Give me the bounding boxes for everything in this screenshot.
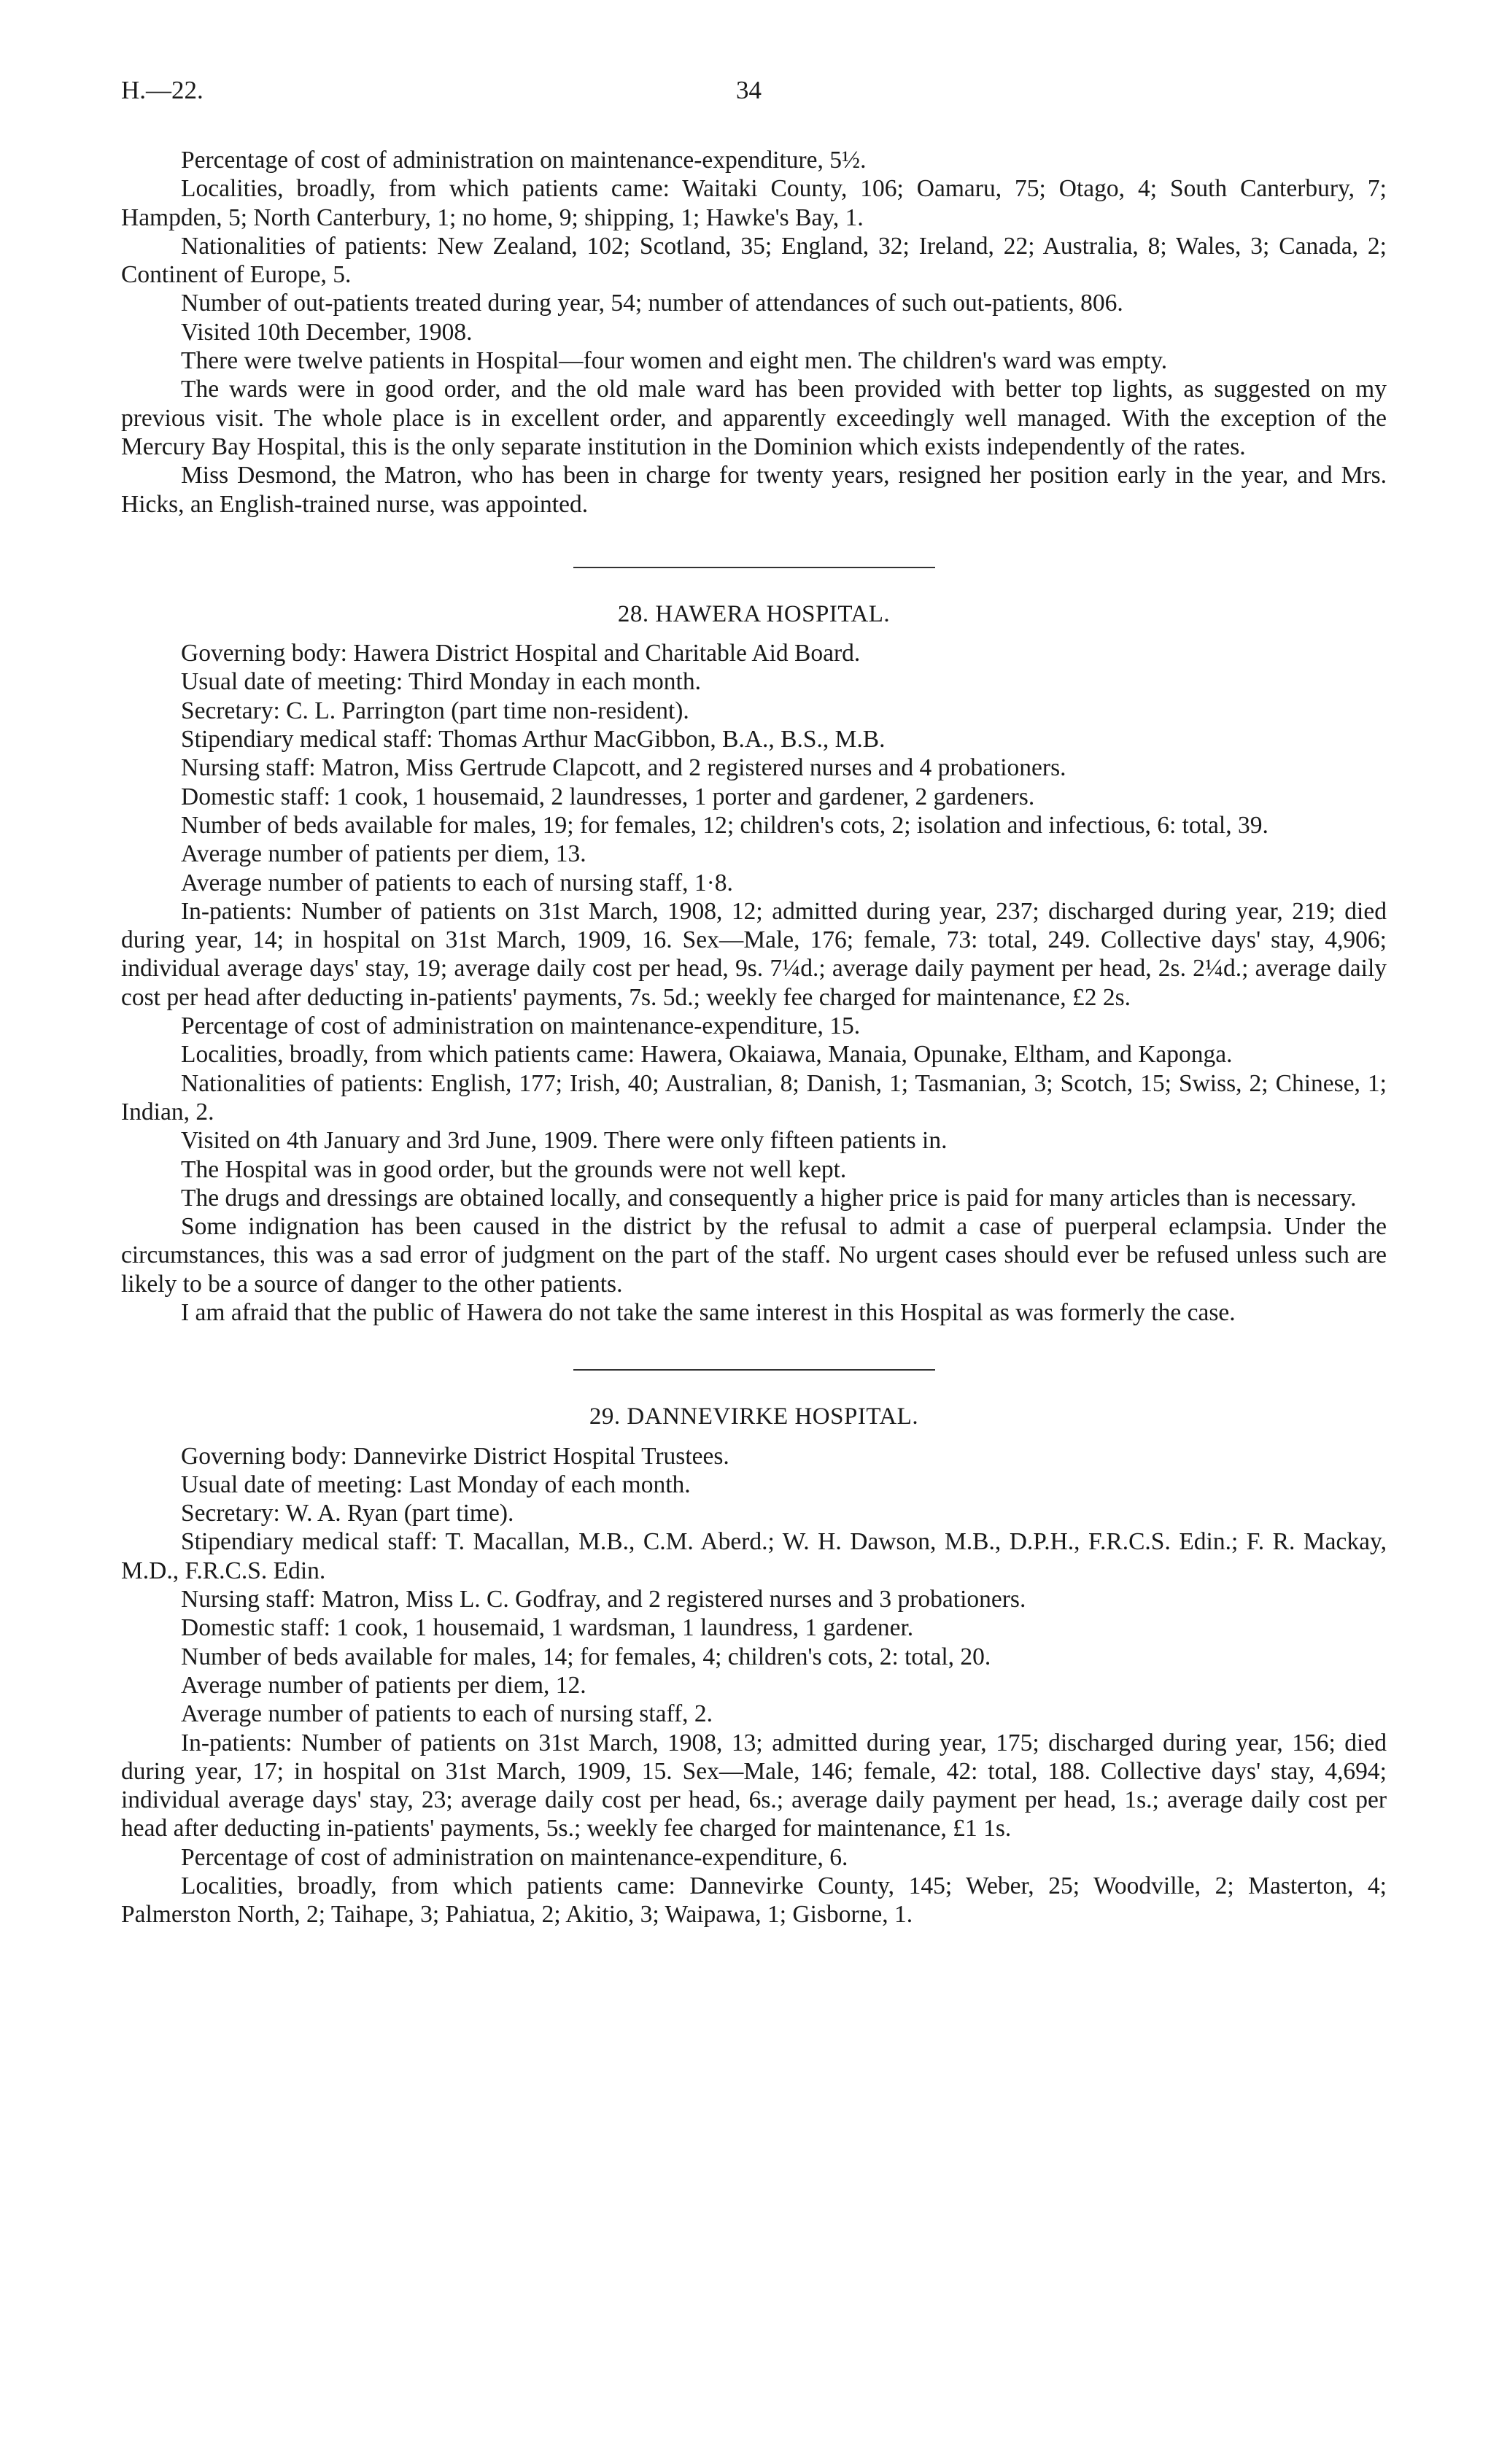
paragraph: Miss Desmond, the Matron, who has been in charge for twenty years, resigned her position early in the year, and Mrs. Hicks, an English-trained nurse, was appointed. [121, 462, 1387, 518]
section-divider [573, 1369, 935, 1371]
document-page [121, 0, 1387, 2464]
paragraph: Localities, broadly, from which patients came: Dannevirke County, 145; Weber, 25; Woodville, 2; Masterton, 4; Palmerston North, 2; Taihape, 3; Pahiatua, 2; Akitio, 3; Waipawa, 1; Gisborne, 1. [121, 1872, 1387, 1929]
paragraph: Stipendiary medical staff: T. Macallan, M.B., C.M. Aberd.; W. H. Dawson, M.B., D.P.H., F.R.C.S. Edin.; F. R. Mackay, M.D., F.R.C.S. Edin. [121, 1528, 1387, 1584]
paragraph: There were twelve patients in Hospital—four women and eight men. The children's ward was empty. [181, 347, 1168, 375]
paragraph: The wards were in good order, and the old male ward has been provided with better top lights, as suggested on my previous visit. The whole place is in excellent order, and apparently exceedingly well managed. With the exception of the Mercury Bay Hospital, this is the only separate institution in the Dominion which exists independently of the rates. [121, 376, 1387, 460]
paragraph: The Hospital was in good order, but the grounds were not well kept. [181, 1155, 847, 1183]
paragraph: Usual date of meeting: Last Monday of each month. [181, 1471, 691, 1498]
paragraph: Average number of patients per diem, 13. [181, 840, 586, 868]
paragraph: Percentage of cost of administration on maintenance-expenditure, 5½. [181, 147, 867, 174]
paragraph: I am afraid that the public of Hawera do not take the same interest in this Hospital as was formerly the case. [181, 1298, 1236, 1326]
paragraph: In-patients: Number of patients on 31st March, 1908, 13; admitted during year, 175; discharged during year, 156; died during year, 17; in hospital on 31st March, 1909, 15. Sex—Male, 146; female, 42: total, 188. Collective days' stay, 4,694; individual average days' stay, 23; average daily cost per head, 6s.; average daily payment per head, 1s.; average daily cost per head after deducting in-patients' payments, 5s.; weekly fee charged for maintenance, £1 1s. [121, 1729, 1387, 1843]
paragraph: Localities, broadly, from which patients came: Hawera, Okaiawa, Manaia, Opunake, Eltham, and Kaponga. [181, 1041, 1233, 1069]
paragraph: Secretary: W. A. Ryan (part time). [181, 1500, 514, 1527]
document-body [121, 146, 1387, 1929]
paragraph: Nationalities of patients: New Zealand, 102; Scotland, 35; England, 32; Ireland, 22; Australia, 8; Wales, 3; Canada, 2; Continent of Europe, 5. [121, 232, 1387, 289]
paragraph: Nursing staff: Matron, Miss Gertrude Clapcott, and 2 registered nurses and 4 probationers. [181, 754, 1066, 782]
paragraph: The drugs and dressings are obtained locally, and consequently a higher price is paid for many articles than is necessary. [181, 1184, 1357, 1212]
paragraph: Localities, broadly, from which patients came: Waitaki County, 106; Oamaru, 75; Otago, 4; South Canterbury, 7; Hampden, 5; North Canterbury, 1; no home, 9; shipping, 1; Hawke's Bay, 1. [121, 175, 1387, 231]
page-number: 34 [736, 76, 762, 104]
section-dannevirke-hospital [121, 1403, 1387, 1929]
paragraph: Governing body: Dannevirke District Hospital Trustees. [181, 1442, 729, 1470]
paragraph: Governing body: Hawera District Hospital and Charitable Aid Board. [181, 640, 861, 667]
paragraph: Percentage of cost of administration on maintenance-expenditure, 6. [181, 1843, 848, 1871]
paragraph: Number of beds available for males, 14; for females, 4; children's cots, 2: total, 20. [181, 1643, 991, 1670]
paragraph: Average number of patients to each of nursing staff, 2. [181, 1700, 713, 1728]
paragraph: Number of out-patients treated during year, 54; number of attendances of such out-patients, 806. [181, 290, 1123, 317]
paragraph: Usual date of meeting: Third Monday in each month. [181, 668, 701, 696]
section-title: 28. HAWERA HOSPITAL. [617, 600, 891, 627]
section-hawera-hospital [121, 600, 1387, 1327]
paragraph: Some indignation has been caused in the district by the refusal to admit a case of puerperal eclampsia. Under the circumstances, this was a sad error of judgment on the part of the staff. No urgent cases should ever be refused unless such are likely to be a source of danger to the other patients. [121, 1213, 1387, 1298]
paragraph: Domestic staff: 1 cook, 1 housemaid, 2 laundresses, 1 porter and gardener, 2 gardeners. [181, 783, 1035, 810]
paragraph: Secretary: C. L. Parrington (part time non-resident). [181, 697, 689, 724]
paragraph: In-patients: Number of patients on 31st March, 1908, 12; admitted during year, 237; discharged during year, 219; died during year, 14; in hospital on 31st March, 1909, 16. Sex—Male, 176; female, 73: total, 249. Collective days' stay, 4,906; individual average days' stay, 19; average daily cost per head, 9s. 7¼d.; average daily payment per head, 2s. 2¼d.; average daily cost per head after deducting in-patients' payments, 7s. 5d.; weekly fee charged for maintenance, £2 2s. [121, 897, 1387, 1011]
section-divider [573, 567, 935, 568]
paragraph: Stipendiary medical staff: Thomas Arthur MacGibbon, B.A., B.S., M.B. [181, 726, 886, 753]
paragraph: Domestic staff: 1 cook, 1 housemaid, 1 wardsman, 1 laundress, 1 gardener. [181, 1614, 914, 1642]
document-reference: H.—22. [121, 76, 204, 104]
section-title: 29. DANNEVIRKE HOSPITAL. [589, 1403, 919, 1430]
paragraph: Visited 10th December, 1908. [181, 318, 473, 346]
paragraph: Number of beds available for males, 19; for females, 12; children's cots, 2; isolation and infectious, 6: total, 39. [181, 811, 1268, 839]
paragraph: Nursing staff: Matron, Miss L. C. Godfray, and 2 registered nurses and 3 probationers. [181, 1586, 1026, 1613]
paragraph: Average number of patients to each of nursing staff, 1·8. [181, 869, 733, 896]
paragraph: Nationalities of patients: English, 177; Irish, 40; Australian, 8; Danish, 1; Tasmanian, 3; Scotch, 15; Swiss, 2; Chinese, 1; Indian, 2. [121, 1069, 1387, 1126]
page-header [121, 76, 1387, 108]
paragraph: Average number of patients per diem, 12. [181, 1671, 586, 1699]
paragraph: Visited on 4th January and 3rd June, 1909. There were only fifteen patients in. [181, 1127, 948, 1155]
section-previous-hospital [121, 146, 1387, 519]
paragraph: Percentage of cost of administration on maintenance-expenditure, 15. [181, 1012, 861, 1040]
